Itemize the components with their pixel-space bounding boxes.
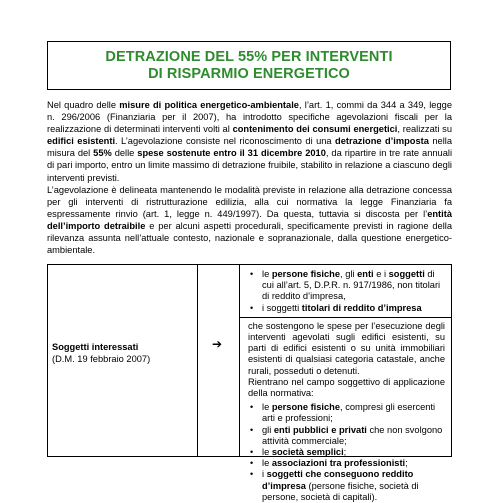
subjects-paragraph-1: che sostengono le spese per l’esecuzione degli interventi agevolati sugli edifici esistenti, su parti di edifici esistenti o su unità immobiliari esistenti di qualsiasi categoria catastale, anche rurali, posseduti o detenuti.: [248, 320, 445, 376]
subjects-label: Soggetti interessati: [52, 342, 139, 352]
intro-paragraph-2: L’agevolazione è delineata mantenendo le modalità previste in relazione alla detrazione concessa per gli interventi di ristrutturazione edilizia, alla cui normativa la legge Finanziaria fa espressamente rinvio (art. 1, legge n. 449/1997). Da questa, tuttavia si discosta per l’entità dell’importo detraibile e per alcuni aspetti procedurali, specificamente previsti in ragione della rilevanza assunta nell’attuale contesto, nazionale e sopranazionale, dalla questione energetico-ambientale.: [47, 184, 452, 256]
arrow-right-icon: ➔: [212, 337, 223, 351]
table-right-cell: [240, 265, 451, 502]
list-item: • le persone fisiche, gli enti e i soggetti di cui all’art. 5, D.P.R. n. 917/1986, non titolari di reddito d’impresa,: [248, 269, 445, 303]
list-item: • i soggetti che conseguono reddito d’impresa (persone fisiche, società di persone, società di capitali).: [248, 469, 445, 503]
intro-text: [47, 99, 452, 256]
list-item: • le persone fisiche, compresi gli esercenti arti e professioni;: [248, 402, 445, 424]
title-line-2: DI RISPARMIO ENERGETICO: [148, 65, 350, 82]
subjects-paragraph-2: Rientrano nel campo soggettivo di applicazione della normativa:: [248, 376, 445, 399]
list-item: • i soggetti titolari di reddito d’impresa: [248, 303, 445, 314]
subjects-list-2: [248, 402, 445, 503]
list-item: • le società semplici;: [248, 447, 445, 458]
table-arrow-cell: [198, 265, 240, 456]
cell-divider: [240, 317, 451, 318]
title-line-1: DETRAZIONE DEL 55% PER INTERVENTI: [105, 48, 393, 65]
title-box: [47, 41, 451, 90]
list-item: • gli enti pubblici e privati che non svolgono attività commerciale;: [248, 425, 445, 447]
subjects-heading: [52, 342, 150, 365]
subjects-table: [47, 264, 452, 502]
subjects-list-1: [248, 269, 445, 314]
subjects-reference: (D.M. 19 febbraio 2007): [52, 353, 151, 364]
list-item: • le associazioni tra professionisti;: [248, 458, 445, 469]
intro-paragraph-1: Nel quadro delle misure di politica energetico-ambientale, l’art. 1, commi da 344 a 349, legge n. 296/2006 (Finanziaria per il 2007), ha introdotto specifiche agevolazioni fiscali per la realizzazione di determinati interventi volti al contenimento dei consumi energetici, realizzati su edifici esistenti. L’agevolazione consiste nel riconoscimento di una detrazione d’imposta nella misura del 55% delle spese sostenute entro il 31 dicembre 2010, da ripartire in tre rate annuali di pari importo, entro un limite massimo di detrazione fruibile, stabilito in relazione a ciascuno degli interventi previsti.: [47, 100, 453, 183]
table-left-cell: [48, 265, 198, 456]
